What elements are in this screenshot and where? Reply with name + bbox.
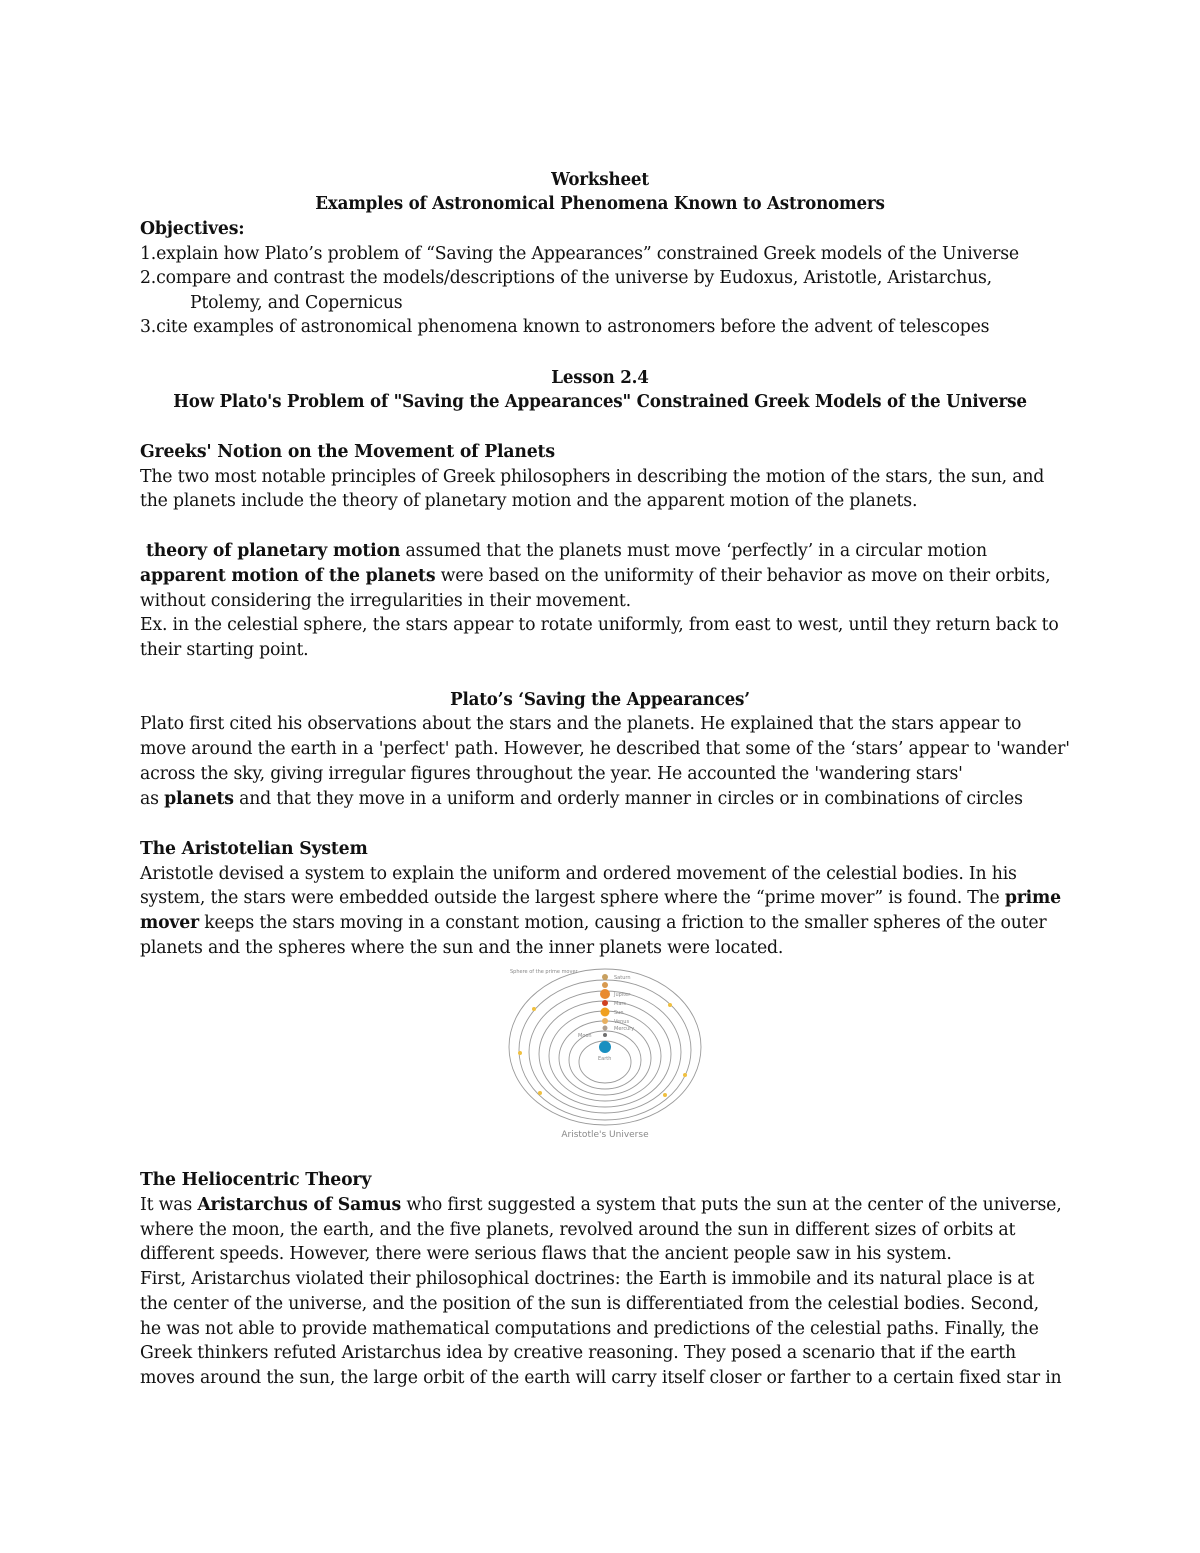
planet-label: Mars <box>614 1001 627 1007</box>
term-bold: theory of planetary motion <box>146 541 401 561</box>
term-bold: planets <box>164 789 234 809</box>
lesson-title: How Plato's Problem of "Saving the Appearances" Constrained Greek Models of the Universe <box>173 392 1027 412</box>
text-run: who first suggested a system that puts the sun at the center of the universe, <box>401 1195 1062 1215</box>
planet-label: Sun <box>614 1010 624 1016</box>
aristotelian-paragraph-line: Aristotle devised a system to explain the uniform and ordered movement of the celestial bodies. In his <box>140 864 1017 884</box>
saturn-icon <box>602 974 608 980</box>
greeks-paragraph-line: the planets include the theory of planetary motion and the apparent motion of the planets. <box>140 491 918 511</box>
greeks-heading: Greeks' Notion on the Movement of Planets <box>140 442 555 462</box>
mars-icon <box>602 1000 608 1006</box>
plato-paragraph-line: across the sky, giving irregular figures throughout the year. He accounted the 'wandering stars' <box>140 764 963 784</box>
text-run: as <box>140 789 165 809</box>
star-icon <box>663 1093 667 1097</box>
text-run: and that they move in a uniform and orderly manner in circles or in combinations of circles <box>233 789 1023 809</box>
objective-item-continuation: Ptolemy, and Copernicus <box>190 293 403 313</box>
heliocentric-paragraph-line: he was not able to provide mathematical computations and predictions of the celestial paths. Finally, the <box>140 1319 1039 1339</box>
aristotelian-paragraph-line: planets and the spheres where the sun and the inner planets were located. <box>140 938 784 958</box>
star-icon <box>538 1091 542 1095</box>
term-definition: assumed that the planets must move ‘perfectly’ in a circular motion <box>400 541 987 561</box>
term-definition: were based on the uniformity of their behavior as move on their orbits, <box>435 566 1051 586</box>
plato-heading: Plato’s ‘Saving the Appearances’ <box>450 690 750 710</box>
jupiter-icon <box>602 982 608 988</box>
planet-label: Jupiter <box>614 992 631 998</box>
mercury-icon <box>603 1026 608 1031</box>
moon-icon <box>603 1033 607 1037</box>
star-icon <box>668 1003 672 1007</box>
term-bold: apparent motion of the planets <box>140 566 436 586</box>
text-run: system, the stars were embedded outside the largest sphere where the “prime mover” is found. The <box>140 888 1005 908</box>
aristotle-universe-diagram <box>500 965 710 1143</box>
heliocentric-paragraph-line: different speeds. However, there were serious flaws that the ancient people saw in his system. <box>140 1244 952 1264</box>
star-icon <box>683 1073 687 1077</box>
sun-icon <box>601 1008 610 1017</box>
term-bold: mover <box>140 913 199 933</box>
planet-label: Mercury <box>614 1026 635 1032</box>
term-definition-line: without considering the irregularities in their movement. <box>140 591 631 611</box>
venus-icon <box>602 1018 608 1024</box>
planet-label: Earth <box>598 1056 612 1062</box>
aristotelian-paragraph-line <box>140 911 1047 935</box>
plato-paragraph-line <box>140 787 1023 811</box>
worksheet-subtitle: Examples of Astronomical Phenomena Known to Astronomers <box>315 194 885 214</box>
lesson-number: Lesson 2.4 <box>551 368 649 388</box>
greeks-paragraph-line: The two most notable principles of Greek philosophers in describing the motion of the stars, the sun, and <box>140 467 1045 487</box>
objective-item: 2.compare and contrast the models/descriptions of the universe by Eudoxus, Aristotle, Aristarchus, <box>140 268 992 288</box>
planet-label: Moon <box>578 1033 592 1039</box>
objective-item: 3.cite examples of astronomical phenomena known to astronomers before the advent of telescopes <box>140 317 990 337</box>
heliocentric-paragraph-line: First, Aristarchus violated their philosophical doctrines: the Earth is immobile and its natural place is at <box>140 1269 1035 1289</box>
prime-mover-label: Sphere of the prime mover <box>510 969 578 975</box>
example-line: their starting point. <box>140 640 309 660</box>
term-planetary-motion <box>146 539 987 563</box>
planet-label: Venus <box>614 1019 630 1025</box>
figure-caption: Aristotle's Universe <box>561 1130 649 1140</box>
text-run: keeps the stars moving in a constant motion, causing a friction to the smaller spheres of the outer <box>198 913 1047 933</box>
text-run: It was <box>140 1195 198 1215</box>
heliocentric-paragraph-line: moves around the sun, the large orbit of the earth will carry itself closer or farther to a certain fixed star in <box>140 1368 1062 1388</box>
star-icon <box>518 1051 522 1055</box>
term-bold: prime <box>1004 888 1061 908</box>
heliocentric-heading: The Heliocentric Theory <box>140 1170 372 1190</box>
jupiter-body-icon <box>600 989 610 999</box>
star-icon <box>532 1007 536 1011</box>
example-line: Ex. in the celestial sphere, the stars appear to rotate uniformly, from east to west, until they return back to <box>140 615 1059 635</box>
earth-icon <box>599 1041 611 1053</box>
objectives-heading: Objectives: <box>140 219 245 239</box>
heliocentric-paragraph-line <box>140 1193 1062 1217</box>
heliocentric-paragraph-line: the center of the universe, and the position of the sun is differentiated from the celestial bodies. Second, <box>140 1294 1039 1314</box>
aristotelian-paragraph-line <box>140 886 1061 910</box>
planet-label: Saturn <box>614 975 631 981</box>
plato-paragraph-line: Plato first cited his observations about the stars and the planets. He explained that the stars appear to <box>140 714 1022 734</box>
plato-paragraph-line: move around the earth in a 'perfect' path. However, he described that some of the ‘stars’ appear to 'wander' <box>140 739 1070 759</box>
heliocentric-paragraph-line: where the moon, the earth, and the five planets, revolved around the sun in different sizes of orbits at <box>140 1220 1016 1240</box>
aristotelian-heading: The Aristotelian System <box>140 839 368 859</box>
term-apparent-motion <box>140 564 1050 588</box>
heliocentric-paragraph-line: Greek thinkers refuted Aristarchus idea by creative reasoning. They posed a scenario that if the earth <box>140 1343 1016 1363</box>
objective-item: 1.explain how Plato’s problem of “Saving the Appearances” constrained Greek models of the Universe <box>140 244 1019 264</box>
term-bold: Aristarchus of Samus <box>197 1195 402 1215</box>
worksheet-title: Worksheet <box>551 170 649 190</box>
